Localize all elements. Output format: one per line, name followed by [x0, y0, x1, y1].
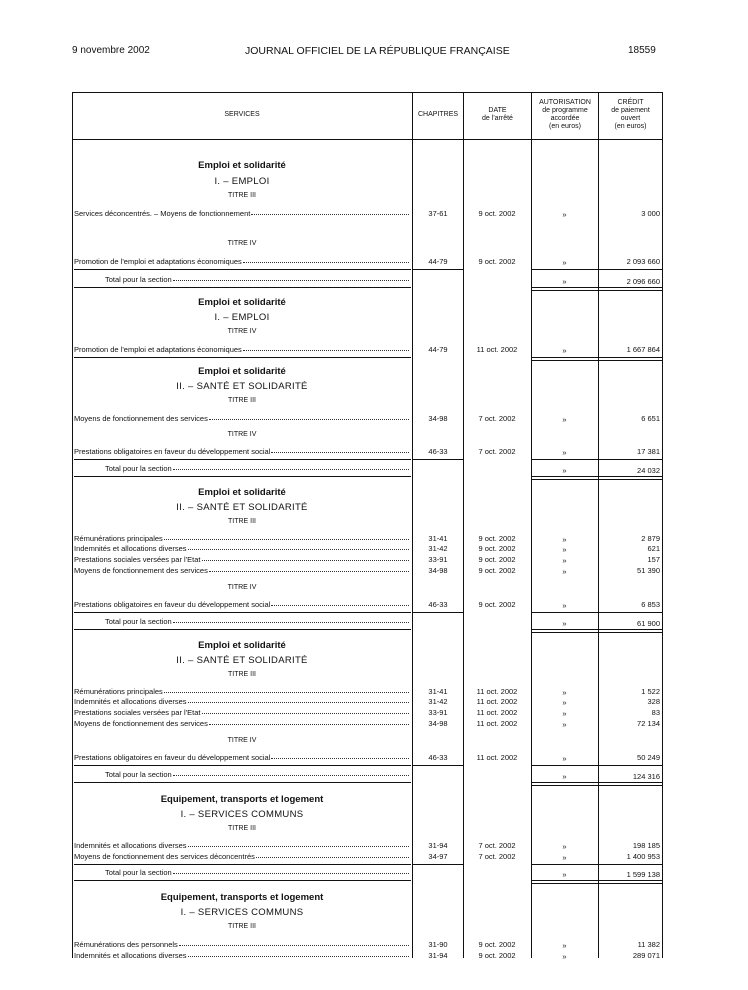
total-double-rule — [531, 782, 662, 786]
col-header-date: DATE de l'arrêté — [482, 107, 513, 122]
autorisation-cell: » — [562, 545, 567, 554]
dot-leader — [188, 951, 409, 957]
autorisation-cell: » — [562, 346, 567, 355]
chapitre-cell: 31-42 — [428, 697, 448, 706]
row-label — [74, 841, 410, 850]
row-label — [74, 940, 410, 949]
dot-leader — [271, 447, 409, 453]
credit-cell: 51 390 — [637, 566, 660, 575]
date-cell: 9 oct. 2002 — [478, 257, 516, 266]
row-label — [74, 566, 410, 575]
dot-leader — [251, 209, 409, 215]
row-label — [74, 708, 410, 717]
block-double-rule — [531, 357, 662, 361]
titre-label: TITRE III — [228, 192, 256, 199]
autorisation-cell: » — [562, 698, 567, 707]
date-cell: 7 oct. 2002 — [478, 841, 516, 850]
credit-cell: 1 667 864 — [626, 345, 660, 354]
row-label-text: Moyens de fonctionnement des services — [74, 566, 208, 575]
total-credit: 2 096 660 — [626, 277, 660, 286]
total-autorisation: » — [562, 870, 567, 879]
section-heading: Emploi et solidarité — [198, 366, 286, 377]
autorisation-cell: » — [562, 210, 567, 219]
row-label — [74, 257, 410, 266]
row-label — [74, 209, 410, 218]
total-double-rule — [531, 880, 662, 884]
row-label-text: Moyens de fonctionnement des services déconcentrés — [74, 852, 255, 861]
row-label-text: Indemnités et allocations diverses — [74, 841, 187, 850]
titre-label: TITRE IV — [227, 240, 257, 247]
row-label — [74, 534, 410, 543]
row-label-text: Indemnités et allocations diverses — [74, 697, 187, 706]
section-heading: Emploi et solidarité — [198, 487, 286, 498]
total-label — [105, 868, 410, 877]
titre-label: TITRE III — [228, 518, 256, 525]
chapitre-cell: 44-79 — [428, 257, 448, 266]
dot-leader — [188, 841, 409, 847]
row-rule — [74, 612, 411, 613]
chapitre-cell: 31-94 — [428, 841, 448, 850]
total-label-text: Total pour la section — [105, 464, 172, 473]
dot-leader — [188, 544, 409, 550]
titre-label: TITRE III — [228, 923, 256, 930]
row-rule — [531, 459, 662, 460]
autorisation-cell: » — [562, 567, 567, 576]
date-cell: 9 oct. 2002 — [478, 600, 516, 609]
row-label-text: Rémunérations principales — [74, 534, 163, 543]
autorisation-cell: » — [562, 415, 567, 424]
autorisation-cell: » — [562, 720, 567, 729]
row-label-text: Prestations obligatoires en faveur du développement social — [74, 600, 271, 609]
credit-cell: 2 879 — [641, 534, 660, 543]
date-cell: 9 oct. 2002 — [478, 940, 516, 949]
dot-leader — [164, 687, 409, 693]
credit-cell: 83 — [651, 708, 660, 717]
chapitre-cell: 44-79 — [428, 345, 448, 354]
row-label — [74, 753, 410, 762]
titre-label: TITRE IV — [227, 584, 257, 591]
row-label — [74, 951, 410, 960]
credit-cell: 289 071 — [632, 951, 660, 960]
credit-cell: 157 — [647, 555, 660, 564]
section-heading: Emploi et solidarité — [198, 160, 286, 171]
col-border — [531, 92, 532, 958]
block-rule — [74, 357, 411, 358]
row-rule — [413, 864, 463, 865]
autorisation-cell: » — [562, 952, 567, 961]
row-rule — [413, 269, 463, 270]
row-label-text: Services déconcentrés. – Moyens de fonctionnement — [74, 209, 251, 218]
row-rule — [74, 269, 411, 270]
row-label-text: Moyens de fonctionnement des services — [74, 414, 208, 423]
section-subheading: I. – EMPLOI — [214, 312, 270, 323]
chapitre-cell: 46-33 — [428, 447, 448, 456]
row-label-text: Rémunérations des personnels — [74, 940, 178, 949]
dot-leader — [243, 345, 409, 351]
total-double-rule — [531, 476, 662, 480]
credit-cell: 6 853 — [641, 600, 660, 609]
date-cell: 7 oct. 2002 — [478, 447, 516, 456]
chapitre-cell: 33-91 — [428, 555, 448, 564]
dot-leader — [256, 852, 409, 858]
date-cell: 11 oct. 2002 — [476, 708, 518, 717]
row-rule — [413, 612, 463, 613]
autorisation-cell: » — [562, 941, 567, 950]
total-label-text: Total pour la section — [105, 617, 172, 626]
date-cell: 9 oct. 2002 — [478, 555, 516, 564]
total-label-text: Total pour la section — [105, 770, 172, 779]
total-autorisation: » — [562, 466, 567, 475]
dot-leader — [188, 697, 409, 703]
date-cell: 11 oct. 2002 — [476, 753, 518, 762]
credit-cell: 1 522 — [641, 687, 660, 696]
chapitre-cell: 46-33 — [428, 600, 448, 609]
credit-cell: 198 185 — [632, 841, 660, 850]
col-header-autorisation: AUTORISATION de programme accordée (en euros) — [539, 99, 591, 130]
titre-label: TITRE IV — [227, 431, 257, 438]
autorisation-cell: » — [562, 688, 567, 697]
date-cell: 9 oct. 2002 — [478, 951, 516, 960]
row-label-text: Prestations sociales versées par l'Etat — [74, 555, 201, 564]
dot-leader — [209, 719, 409, 725]
date-cell: 11 oct. 2002 — [476, 719, 518, 728]
row-label — [74, 687, 410, 696]
total-rule — [74, 880, 411, 881]
total-rule — [74, 782, 411, 783]
chapitre-cell: 46-33 — [428, 753, 448, 762]
section-subheading: I. – EMPLOI — [214, 176, 270, 187]
col-border — [412, 92, 413, 958]
credit-cell: 2 093 660 — [626, 257, 660, 266]
total-label — [105, 617, 410, 626]
date-cell: 9 oct. 2002 — [478, 534, 516, 543]
row-label-text: Rémunérations principales — [74, 687, 163, 696]
dot-leader — [173, 617, 409, 623]
row-label-text: Indemnités et allocations diverses — [74, 544, 187, 553]
section-heading: Equipement, transports et logement — [160, 892, 324, 903]
row-label-text: Promotion de l'emploi et adaptations économiques — [74, 345, 242, 354]
section-heading: Equipement, transports et logement — [160, 794, 324, 805]
titre-label: TITRE IV — [227, 328, 257, 335]
row-rule — [531, 612, 662, 613]
date-cell: 11 oct. 2002 — [476, 697, 518, 706]
chapitre-cell: 34-98 — [428, 414, 448, 423]
dot-leader — [243, 257, 409, 263]
autorisation-cell: » — [562, 556, 567, 565]
row-rule — [531, 765, 662, 766]
chapitre-cell: 34-97 — [428, 852, 448, 861]
header-date: 9 novembre 2002 — [72, 45, 150, 56]
page-number: 18559 — [628, 45, 656, 56]
row-label-text: Indemnités et allocations diverses — [74, 951, 187, 960]
row-rule — [531, 864, 662, 865]
row-label — [74, 852, 410, 861]
total-double-rule — [531, 287, 662, 291]
dot-leader — [179, 940, 409, 946]
credit-cell: 11 382 — [637, 940, 660, 949]
dot-leader — [202, 555, 410, 561]
row-label-text: Prestations obligatoires en faveur du développement social — [74, 447, 271, 456]
total-rule — [74, 476, 411, 477]
chapitre-cell: 31-42 — [428, 544, 448, 553]
dot-leader — [173, 464, 409, 470]
credit-cell: 621 — [647, 544, 660, 553]
dot-leader — [271, 600, 409, 606]
row-rule — [74, 765, 411, 766]
row-rule — [531, 269, 662, 270]
row-label-text: Promotion de l'emploi et adaptations économiques — [74, 257, 242, 266]
row-label — [74, 345, 410, 354]
section-subheading: II. – SANTÉ ET SOLIDARITÉ — [176, 655, 308, 666]
chapitre-cell: 31-41 — [428, 687, 448, 696]
row-rule — [413, 765, 463, 766]
date-cell: 9 oct. 2002 — [478, 209, 516, 218]
total-label — [105, 770, 410, 779]
credit-cell: 3 000 — [641, 209, 660, 218]
autorisation-cell: » — [562, 601, 567, 610]
dot-leader — [173, 770, 409, 776]
date-cell: 7 oct. 2002 — [478, 414, 516, 423]
total-label — [105, 464, 410, 473]
row-rule — [74, 459, 411, 460]
dot-leader — [202, 708, 410, 714]
row-label-text: Prestations sociales versées par l'Etat — [74, 708, 201, 717]
autorisation-cell: » — [562, 842, 567, 851]
col-border — [662, 92, 663, 958]
dot-leader — [209, 566, 409, 572]
chapitre-cell: 31-94 — [428, 951, 448, 960]
col-header-chapitres: CHAPITRES — [417, 111, 459, 118]
autorisation-cell: » — [562, 709, 567, 718]
titre-label: TITRE IV — [227, 737, 257, 744]
section-subheading: II. – SANTÉ ET SOLIDARITÉ — [176, 381, 308, 392]
date-cell: 9 oct. 2002 — [478, 544, 516, 553]
credit-cell: 6 651 — [641, 414, 660, 423]
chapitre-cell: 31-41 — [428, 534, 448, 543]
autorisation-cell: » — [562, 535, 567, 544]
col-border — [463, 92, 464, 958]
section-subheading: I. – SERVICES COMMUNS — [180, 809, 304, 820]
table-top-border — [72, 92, 663, 93]
autorisation-cell: » — [562, 448, 567, 457]
autorisation-cell: » — [562, 258, 567, 267]
chapitre-cell: 31-90 — [428, 940, 448, 949]
credit-cell: 50 249 — [637, 753, 660, 762]
total-credit: 24 032 — [637, 466, 660, 475]
titre-label: TITRE III — [228, 397, 256, 404]
date-cell: 11 oct. 2002 — [476, 345, 518, 354]
total-credit: 124 316 — [632, 772, 660, 781]
total-rule — [74, 629, 411, 630]
row-label — [74, 555, 410, 564]
dot-leader — [164, 534, 409, 540]
row-label — [74, 719, 410, 728]
col-header-services: SERVICES — [224, 111, 260, 118]
row-label — [74, 447, 410, 456]
titre-label: TITRE III — [228, 671, 256, 678]
row-label-text: Prestations obligatoires en faveur du développement social — [74, 753, 271, 762]
dot-leader — [173, 868, 409, 874]
dot-leader — [271, 753, 409, 759]
row-label-text: Moyens de fonctionnement des services — [74, 719, 208, 728]
total-label-text: Total pour la section — [105, 868, 172, 877]
section-heading: Emploi et solidarité — [198, 640, 286, 651]
total-label-text: Total pour la section — [105, 275, 172, 284]
total-double-rule — [531, 629, 662, 633]
credit-cell: 1 400 953 — [626, 852, 660, 861]
col-border — [598, 92, 599, 958]
credit-cell: 328 — [647, 697, 660, 706]
row-rule — [74, 864, 411, 865]
row-rule — [413, 459, 463, 460]
total-credit: 61 900 — [637, 619, 660, 628]
row-label — [74, 600, 410, 609]
section-subheading: I. – SERVICES COMMUNS — [180, 907, 304, 918]
date-cell: 7 oct. 2002 — [478, 852, 516, 861]
journal-title: JOURNAL OFFICIEL DE LA RÉPUBLIQUE FRANÇAISE — [245, 45, 510, 57]
row-label — [74, 544, 410, 553]
row-label — [74, 697, 410, 706]
date-cell: 9 oct. 2002 — [478, 566, 516, 575]
chapitre-cell: 33-91 — [428, 708, 448, 717]
total-autorisation: » — [562, 772, 567, 781]
total-autorisation: » — [562, 277, 567, 286]
table-header-border — [72, 139, 663, 140]
section-heading: Emploi et solidarité — [198, 297, 286, 308]
total-autorisation: » — [562, 619, 567, 628]
dot-leader — [209, 414, 409, 420]
credit-cell: 72 134 — [637, 719, 660, 728]
dot-leader — [173, 275, 409, 281]
autorisation-cell: » — [562, 754, 567, 763]
credit-cell: 17 381 — [637, 447, 660, 456]
chapitre-cell: 37-61 — [428, 209, 448, 218]
appropriations-table — [72, 92, 663, 961]
section-subheading: II. – SANTÉ ET SOLIDARITÉ — [176, 502, 308, 513]
chapitre-cell: 34-98 — [428, 719, 448, 728]
chapitre-cell: 34-98 — [428, 566, 448, 575]
date-cell: 11 oct. 2002 — [476, 687, 518, 696]
autorisation-cell: » — [562, 853, 567, 862]
row-label — [74, 414, 410, 423]
total-label — [105, 275, 410, 284]
titre-label: TITRE III — [228, 825, 256, 832]
total-rule — [74, 287, 411, 288]
total-credit: 1 599 138 — [626, 870, 660, 879]
col-header-credit: CRÉDIT de paiement ouvert (en euros) — [611, 99, 650, 130]
